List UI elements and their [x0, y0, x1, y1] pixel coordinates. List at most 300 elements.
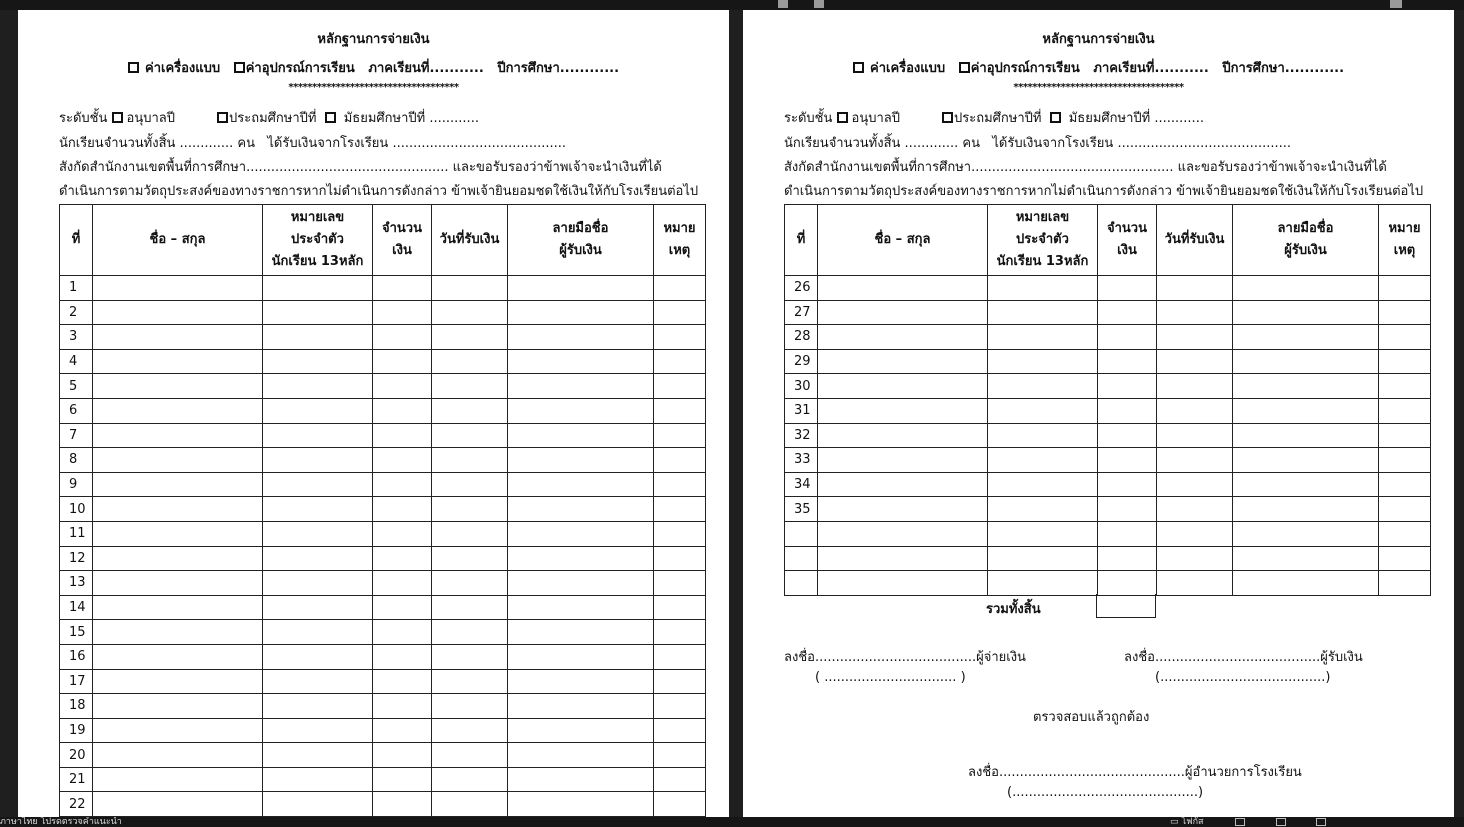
table-cell[interactable] — [432, 448, 508, 473]
table-cell[interactable] — [1379, 398, 1431, 423]
table-cell[interactable] — [93, 300, 263, 325]
purpose-line: ดำเนินการตามวัตถุประสงค์ของทางราชการหากไม่ดำเนินการดังกล่าว ข้าพเจ้ายินยอมชดใช้เงินให้กับโรงเรียนต่อไป — [784, 184, 1424, 199]
row-number: 13 — [60, 571, 93, 596]
table-row — [60, 349, 706, 374]
table-cell[interactable] — [508, 398, 654, 423]
checkbox-uniform[interactable] — [853, 62, 864, 73]
table-cell[interactable] — [1098, 423, 1157, 448]
table-cell[interactable] — [1157, 423, 1233, 448]
table-row — [785, 374, 1431, 399]
table-cell[interactable] — [654, 595, 706, 620]
row-number: 4 — [60, 349, 93, 374]
table-cell[interactable] — [818, 398, 988, 423]
web-layout-icon[interactable] — [1316, 818, 1326, 826]
table-cell[interactable] — [263, 767, 373, 792]
table-cell[interactable] — [1233, 497, 1379, 522]
table-cell[interactable] — [1379, 423, 1431, 448]
table-cell[interactable] — [432, 521, 508, 546]
table-cell[interactable] — [263, 694, 373, 719]
table-cell[interactable] — [508, 325, 654, 350]
table-cell[interactable] — [1157, 571, 1233, 596]
checkbox-secondary[interactable] — [325, 112, 336, 123]
table-cell[interactable] — [93, 497, 263, 522]
table-cell[interactable] — [263, 595, 373, 620]
row-number — [785, 571, 818, 596]
table-cell[interactable] — [988, 300, 1098, 325]
table-cell[interactable] — [988, 398, 1098, 423]
table-cell[interactable] — [263, 300, 373, 325]
table-cell[interactable] — [508, 743, 654, 768]
table-cell[interactable] — [93, 620, 263, 645]
table-cell[interactable] — [654, 472, 706, 497]
table-cell[interactable] — [1157, 374, 1233, 399]
table-cell[interactable] — [93, 792, 263, 817]
total-label: รวมทั้งสิ้น — [986, 602, 1041, 617]
table-cell[interactable] — [654, 398, 706, 423]
table-cell[interactable] — [432, 694, 508, 719]
table-cell[interactable] — [93, 374, 263, 399]
table-cell[interactable] — [1379, 497, 1431, 522]
table-cell[interactable] — [654, 546, 706, 571]
table-row — [785, 448, 1431, 473]
table-cell[interactable] — [1157, 546, 1233, 571]
row-number: 8 — [60, 448, 93, 473]
table-cell[interactable] — [1098, 472, 1157, 497]
header-name: ชื่อ – สกุล — [93, 205, 263, 276]
table-cell[interactable] — [1233, 521, 1379, 546]
table-cell[interactable] — [373, 694, 432, 719]
checkbox-primary[interactable] — [217, 112, 228, 123]
students-line — [59, 132, 566, 153]
row-number: 17 — [60, 669, 93, 694]
table-cell[interactable] — [818, 423, 988, 448]
table-cell[interactable] — [508, 620, 654, 645]
table-cell[interactable] — [263, 325, 373, 350]
separator-stars: ************************************ — [288, 82, 459, 93]
header-no: ที่ — [785, 205, 818, 276]
table-cell[interactable] — [654, 669, 706, 694]
table-cell[interactable] — [373, 300, 432, 325]
table-cell[interactable] — [1157, 521, 1233, 546]
table-cell[interactable] — [508, 571, 654, 596]
table-cell[interactable] — [373, 767, 432, 792]
table-cell[interactable] — [373, 595, 432, 620]
table-cell[interactable] — [263, 374, 373, 399]
table-cell[interactable] — [373, 398, 432, 423]
table-cell[interactable] — [373, 276, 432, 301]
row-number: 22 — [60, 792, 93, 817]
table-cell[interactable] — [508, 521, 654, 546]
table-cell[interactable] — [1233, 374, 1379, 399]
table-cell[interactable] — [508, 669, 654, 694]
table-row — [785, 571, 1431, 596]
table-cell[interactable] — [654, 694, 706, 719]
table-cell[interactable] — [988, 472, 1098, 497]
table-cell[interactable] — [93, 718, 263, 743]
payment-table — [59, 204, 706, 817]
table-cell[interactable] — [373, 423, 432, 448]
table-row — [60, 398, 706, 423]
table-cell[interactable] — [1379, 374, 1431, 399]
table-cell[interactable] — [432, 620, 508, 645]
table-cell[interactable] — [432, 276, 508, 301]
row-number: 32 — [785, 423, 818, 448]
payment-table — [784, 204, 1431, 596]
table-cell[interactable] — [373, 792, 432, 817]
row-number — [785, 521, 818, 546]
total-amount-box[interactable] — [1096, 594, 1156, 618]
table-cell[interactable] — [654, 448, 706, 473]
table-cell[interactable] — [263, 718, 373, 743]
row-number: 9 — [60, 472, 93, 497]
table-cell[interactable] — [818, 349, 988, 374]
table-cell[interactable] — [1233, 546, 1379, 571]
table-row — [60, 694, 706, 719]
receiver-signature: ลงชื่อ........................................ผู้รับเงิน — [1124, 650, 1363, 665]
table-cell[interactable] — [818, 448, 988, 473]
read-mode-icon[interactable] — [1235, 818, 1245, 826]
row-number: 10 — [60, 497, 93, 522]
table-cell[interactable] — [263, 398, 373, 423]
table-cell[interactable] — [1233, 300, 1379, 325]
table-cell[interactable] — [432, 571, 508, 596]
table-cell[interactable] — [263, 497, 373, 522]
district-line: สังกัดสำนักงานเขตพื้นที่การศึกษา................................................. และขอรับรองว่าข้าพเจ้าจะนำเงินที่ได้ — [59, 160, 662, 175]
print-layout-icon[interactable] — [1276, 818, 1286, 826]
table-cell[interactable] — [263, 521, 373, 546]
table-cell[interactable] — [1233, 276, 1379, 301]
table-cell[interactable] — [818, 276, 988, 301]
table-cell[interactable] — [373, 448, 432, 473]
table-cell[interactable] — [508, 644, 654, 669]
table-row — [60, 497, 706, 522]
table-cell[interactable] — [1233, 325, 1379, 350]
table-cell[interactable] — [654, 276, 706, 301]
table-cell[interactable] — [1379, 300, 1431, 325]
table-cell[interactable] — [93, 276, 263, 301]
table-cell[interactable] — [373, 718, 432, 743]
row-number: 34 — [785, 472, 818, 497]
table-cell[interactable] — [263, 349, 373, 374]
table-row — [60, 743, 706, 768]
table-cell[interactable] — [1233, 398, 1379, 423]
table-cell[interactable] — [988, 325, 1098, 350]
table-cell[interactable] — [373, 620, 432, 645]
table-cell[interactable] — [93, 694, 263, 719]
table-cell[interactable] — [818, 374, 988, 399]
option-supplies-label: ค่าอุปกรณ์การเรียน — [245, 61, 355, 76]
table-cell[interactable] — [654, 718, 706, 743]
header-name: ชื่อ – สกุล — [818, 205, 988, 276]
table-cell[interactable] — [1379, 276, 1431, 301]
ruler-marker[interactable] — [1390, 0, 1402, 8]
focus-mode-button[interactable]: ▭ โฟกัส — [1170, 817, 1204, 827]
table-cell[interactable] — [654, 374, 706, 399]
table-cell[interactable] — [263, 571, 373, 596]
table-cell[interactable] — [1379, 448, 1431, 473]
table-cell[interactable] — [988, 276, 1098, 301]
table-cell[interactable] — [93, 349, 263, 374]
table-cell[interactable] — [1098, 497, 1157, 522]
table-cell[interactable] — [1098, 276, 1157, 301]
table-cell[interactable] — [93, 423, 263, 448]
table-cell[interactable] — [1379, 521, 1431, 546]
year-field: ปีการศึกษา............ — [1222, 61, 1345, 76]
table-cell[interactable] — [654, 423, 706, 448]
table-cell[interactable] — [1379, 571, 1431, 596]
table-cell[interactable] — [93, 521, 263, 546]
table-row — [785, 300, 1431, 325]
level-line — [784, 107, 1204, 128]
table-cell[interactable] — [263, 276, 373, 301]
checkbox-kindergarten[interactable] — [837, 112, 848, 123]
table-cell[interactable] — [654, 571, 706, 596]
table-cell[interactable] — [93, 767, 263, 792]
header-signature: ลายมือชื่อ ผู้รับเงิน — [1233, 205, 1379, 276]
table-cell[interactable] — [263, 472, 373, 497]
table-cell[interactable] — [93, 546, 263, 571]
table-cell[interactable] — [654, 767, 706, 792]
form-title: หลักฐานการจ่ายเงิน — [1042, 32, 1155, 47]
table-cell[interactable] — [508, 300, 654, 325]
table-cell[interactable] — [93, 325, 263, 350]
expense-options — [853, 57, 1344, 78]
table-cell[interactable] — [93, 571, 263, 596]
table-cell[interactable] — [432, 300, 508, 325]
table-cell[interactable] — [1098, 325, 1157, 350]
table-cell[interactable] — [508, 694, 654, 719]
table-cell[interactable] — [654, 620, 706, 645]
table-cell[interactable] — [1379, 349, 1431, 374]
table-cell[interactable] — [818, 521, 988, 546]
table-cell[interactable] — [432, 743, 508, 768]
table-cell[interactable] — [373, 743, 432, 768]
table-cell[interactable] — [93, 448, 263, 473]
table-cell[interactable] — [818, 300, 988, 325]
table-cell[interactable] — [263, 669, 373, 694]
table-cell[interactable] — [1098, 571, 1157, 596]
table-cell[interactable] — [1098, 546, 1157, 571]
table-row — [60, 300, 706, 325]
purpose-line: ดำเนินการตามวัตถุประสงค์ของทางราชการหากไม่ดำเนินการดังกล่าว ข้าพเจ้ายินยอมชดใช้เงินให้กับโรงเรียนต่อไป — [59, 184, 699, 199]
table-cell[interactable] — [373, 497, 432, 522]
students-count: นักเรียนจำนวนทั้งสิ้น ............. คน — [59, 136, 255, 151]
table-cell[interactable] — [1233, 472, 1379, 497]
header-amount: จำนวน เงิน — [373, 205, 432, 276]
row-number: 27 — [785, 300, 818, 325]
table-cell[interactable] — [1098, 300, 1157, 325]
table-cell[interactable] — [263, 448, 373, 473]
table-cell[interactable] — [1157, 325, 1233, 350]
table-cell[interactable] — [263, 792, 373, 817]
table-cell[interactable] — [373, 374, 432, 399]
checkbox-uniform[interactable] — [128, 62, 139, 73]
table-cell[interactable] — [654, 300, 706, 325]
status-language[interactable]: ภาษาไทย โปรดตรวจคำแนะนำ — [0, 817, 122, 827]
table-cell[interactable] — [432, 644, 508, 669]
table-cell[interactable] — [432, 497, 508, 522]
row-number: 28 — [785, 325, 818, 350]
table-cell[interactable] — [818, 497, 988, 522]
table-cell[interactable] — [818, 546, 988, 571]
row-number: 35 — [785, 497, 818, 522]
table-cell[interactable] — [1233, 448, 1379, 473]
table-cell[interactable] — [818, 472, 988, 497]
table-cell[interactable] — [1157, 398, 1233, 423]
table-cell[interactable] — [1233, 423, 1379, 448]
table-cell[interactable] — [432, 546, 508, 571]
table-cell[interactable] — [654, 497, 706, 522]
table-cell[interactable] — [654, 792, 706, 817]
table-cell[interactable] — [508, 448, 654, 473]
table-cell[interactable] — [654, 349, 706, 374]
table-cell[interactable] — [988, 497, 1098, 522]
checkbox-supplies[interactable] — [234, 62, 245, 73]
status-bar — [0, 817, 1464, 827]
checkbox-supplies[interactable] — [959, 62, 970, 73]
table-cell[interactable] — [508, 767, 654, 792]
table-cell[interactable] — [988, 571, 1098, 596]
checkbox-secondary[interactable] — [1050, 112, 1061, 123]
table-cell[interactable] — [432, 423, 508, 448]
table-cell[interactable] — [1233, 349, 1379, 374]
table-cell[interactable] — [432, 472, 508, 497]
table-cell[interactable] — [988, 349, 1098, 374]
table-cell[interactable] — [1157, 349, 1233, 374]
table-cell[interactable] — [263, 423, 373, 448]
form-title: หลักฐานการจ่ายเงิน — [317, 32, 430, 47]
table-row — [60, 423, 706, 448]
ruler-marker[interactable] — [778, 0, 788, 8]
table-cell[interactable] — [1233, 571, 1379, 596]
focus-mode-label: โฟกัส — [1181, 817, 1204, 827]
table-cell[interactable] — [508, 423, 654, 448]
table-cell[interactable] — [1157, 448, 1233, 473]
table-cell[interactable] — [508, 349, 654, 374]
table-row — [785, 276, 1431, 301]
table-cell[interactable] — [1157, 472, 1233, 497]
table-cell[interactable] — [432, 767, 508, 792]
table-cell[interactable] — [988, 374, 1098, 399]
table-cell[interactable] — [988, 521, 1098, 546]
table-cell[interactable] — [93, 472, 263, 497]
table-cell[interactable] — [988, 423, 1098, 448]
table-cell[interactable] — [508, 595, 654, 620]
table-cell[interactable] — [263, 546, 373, 571]
top-toolbar — [0, 0, 1464, 10]
table-cell[interactable] — [373, 571, 432, 596]
ruler-marker[interactable] — [814, 0, 824, 8]
table-cell[interactable] — [654, 644, 706, 669]
table-cell[interactable] — [508, 546, 654, 571]
table-cell[interactable] — [432, 792, 508, 817]
table-cell[interactable] — [508, 718, 654, 743]
table-cell[interactable] — [988, 546, 1098, 571]
row-number: 26 — [785, 276, 818, 301]
table-cell[interactable] — [1098, 448, 1157, 473]
table-cell[interactable] — [1379, 546, 1431, 571]
header-student-id: หมายเลข ประจำตัว นักเรียน 13หลัก — [988, 205, 1098, 276]
table-cell[interactable] — [373, 349, 432, 374]
document-page-1 — [18, 10, 729, 817]
table-cell[interactable] — [1098, 521, 1157, 546]
table-cell[interactable] — [988, 448, 1098, 473]
level-label: ระดับชั้น — [784, 111, 833, 126]
table-cell[interactable] — [432, 718, 508, 743]
table-cell[interactable] — [508, 374, 654, 399]
table-cell[interactable] — [1098, 398, 1157, 423]
row-number: 11 — [60, 521, 93, 546]
director-signature: ลงชื่อ.............................................ผู้อำนวยการโรงเรียน — [968, 765, 1302, 780]
table-cell[interactable] — [508, 472, 654, 497]
row-number: 33 — [785, 448, 818, 473]
table-cell[interactable] — [1379, 325, 1431, 350]
table-cell[interactable] — [818, 571, 988, 596]
table-cell[interactable] — [373, 472, 432, 497]
table-row — [60, 374, 706, 399]
table-cell[interactable] — [508, 497, 654, 522]
table-row — [60, 546, 706, 571]
level-primary: ประถมศึกษาปีที่ — [228, 111, 317, 126]
document-page-2 — [743, 10, 1454, 817]
payer-name-paren: ( ................................ ) — [815, 670, 966, 685]
table-header-row — [60, 205, 706, 276]
table-cell[interactable] — [93, 595, 263, 620]
table-cell[interactable] — [1098, 349, 1157, 374]
table-cell[interactable] — [373, 325, 432, 350]
table-row — [785, 472, 1431, 497]
table-row — [60, 669, 706, 694]
table-cell[interactable] — [818, 325, 988, 350]
table-cell[interactable] — [1157, 276, 1233, 301]
table-cell[interactable] — [263, 620, 373, 645]
table-cell[interactable] — [93, 743, 263, 768]
table-cell[interactable] — [432, 398, 508, 423]
table-cell[interactable] — [1379, 472, 1431, 497]
table-cell[interactable] — [373, 644, 432, 669]
table-cell[interactable] — [373, 546, 432, 571]
table-cell[interactable] — [432, 595, 508, 620]
checkbox-kindergarten[interactable] — [112, 112, 123, 123]
table-cell[interactable] — [432, 325, 508, 350]
table-cell[interactable] — [263, 644, 373, 669]
table-cell[interactable] — [432, 349, 508, 374]
table-cell[interactable] — [654, 743, 706, 768]
table-cell[interactable] — [373, 669, 432, 694]
table-cell[interactable] — [93, 669, 263, 694]
table-cell[interactable] — [93, 644, 263, 669]
level-kindergarten: อนุบาลปี — [851, 111, 900, 126]
table-cell[interactable] — [654, 521, 706, 546]
table-row — [785, 521, 1431, 546]
payer-signature: ลงชื่อ.......................................ผู้จ่ายเงิน — [784, 650, 1026, 665]
row-number: 7 — [60, 423, 93, 448]
table-cell[interactable] — [508, 276, 654, 301]
table-cell[interactable] — [1157, 300, 1233, 325]
table-cell[interactable] — [432, 374, 508, 399]
header-student-id: หมายเลข ประจำตัว นักเรียน 13หลัก — [263, 205, 373, 276]
table-row — [60, 571, 706, 596]
checkbox-primary[interactable] — [942, 112, 953, 123]
table-cell[interactable] — [432, 669, 508, 694]
table-cell[interactable] — [508, 792, 654, 817]
table-cell[interactable] — [1098, 374, 1157, 399]
table-cell[interactable] — [373, 521, 432, 546]
table-cell[interactable] — [654, 325, 706, 350]
table-cell[interactable] — [93, 398, 263, 423]
table-cell[interactable] — [1157, 497, 1233, 522]
table-cell[interactable] — [263, 743, 373, 768]
